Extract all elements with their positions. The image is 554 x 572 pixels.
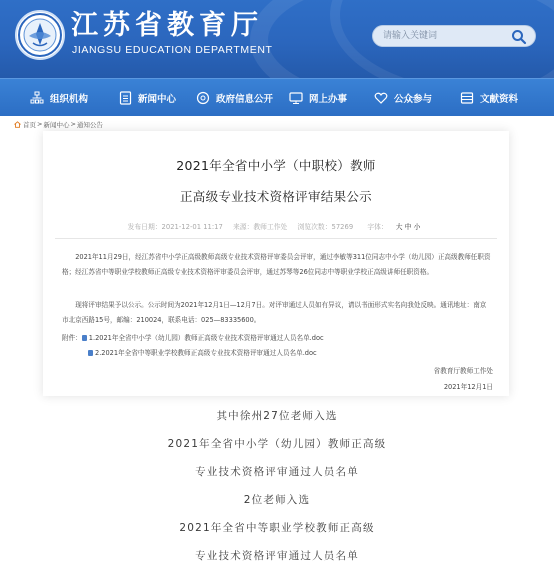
breadcrumb-separator: > [37,120,43,128]
breadcrumb-news[interactable]: 新闻中心 [43,120,70,129]
attachment-row [88,347,317,359]
disc-icon [196,91,210,105]
monitor-icon [289,91,303,105]
search-box [372,25,536,47]
nav-item-online-service[interactable] [289,79,347,117]
body-text-line: 2021年全省中小学（幼儿园）教师正高级 [167,438,387,450]
document-icon [119,91,132,105]
site-title[interactable]: 江苏省教育厅 [71,10,263,41]
breadcrumb [14,117,103,131]
divider [55,238,497,239]
site-header [0,0,554,78]
font-size-label: 字体： [367,223,388,231]
view-count: 浏览次数：57269 [297,223,354,231]
heart-icon [374,91,388,105]
nav-item-literature[interactable] [460,79,518,117]
attachment-row [62,332,324,344]
article-title: 正高级专业技术资格评审结果公示 [179,189,372,204]
nav-item-news[interactable] [119,79,176,117]
body-text-line: 其中徐州27位老师入选 [216,410,338,422]
org-chart-icon [30,91,44,105]
breadcrumb-notices[interactable]: 通知公告 [76,120,103,129]
font-size-options[interactable]: 大 中 小 [395,223,421,231]
font-size-control [363,223,424,231]
publish-date: 发布日期：2021-12-01 11:17 [127,223,223,231]
nav-item-label: 新闻中心 [138,94,177,105]
doc-file-icon [82,335,87,341]
home-icon [14,121,21,128]
attachment-link[interactable]: 1.2021年全省中小学（幼儿园）教师正高级专业技术资格评审通过人员名单.doc [88,334,324,342]
nav-item-label: 文献资料 [480,94,519,105]
doc-file-icon [88,350,93,356]
body-text-line: 专业技术资格评审通过人员名单 [195,466,359,478]
nav-item-label: 组织机构 [50,94,89,105]
article-paragraph: 现将评审结果予以公示。公示时间为2021年12月1日—12月7日。对评审通过人员如有异议，请以书面形式实名向我处反映。通讯地址：南京市北京西路15号，邮编：210024，联系电话：025—83335600。 [62,301,487,324]
breadcrumb-home[interactable]: 首页 [23,120,36,129]
signature-date: 2021年12月1日 [443,383,493,391]
signature-org: 省教育厅教师工作处 [433,367,493,375]
body-text-line: 2021年全省中等职业学校教师正高级 [179,522,375,534]
nav-item-gov-info[interactable] [196,79,273,117]
attachment-label: 附件： [62,334,82,342]
article-panel [43,131,509,396]
article-source: 来源：教师工作处 [232,223,288,231]
site-subtitle: JIANGSU EDUCATION DEPARTMENT [72,44,273,56]
article-title: 2021年全省中小学（中职校）教师 [176,158,376,173]
nav-item-label: 公众参与 [394,94,433,105]
body-text-line: 2位老师入选 [243,494,311,506]
search-icon[interactable] [511,29,527,45]
nav-item-label: 网上办事 [309,94,348,105]
article-paragraph: 2021年11月29日，经江苏省中小学正高级教师高级专业技术资格评审委员会评审，通过李敏等311位同志中小学（幼儿园）正高级教师任职资格；经江苏省中等职业学校教师正高级专业技术资格评审委员会评审，通过苏琴等26位同志中等职业学校正高级讲师任职资格。 [62,253,491,276]
attachment-link[interactable]: 2.2021年全省中等职业学校教师正高级专业技术资格评审通过人员名单.doc [95,349,317,357]
body-text-line: 专业技术资格评审通过人员名单 [195,550,359,562]
books-icon [460,91,474,105]
search-input[interactable] [383,28,503,44]
nav-item-public-participation[interactable] [374,79,432,117]
nav-item-label: 政府信息公开 [216,94,274,105]
breadcrumb-separator: > [70,120,76,128]
nav-item-org[interactable] [30,79,88,117]
emblem-icon[interactable] [15,10,65,60]
article-meta [43,221,509,231]
main-nav [0,78,554,116]
